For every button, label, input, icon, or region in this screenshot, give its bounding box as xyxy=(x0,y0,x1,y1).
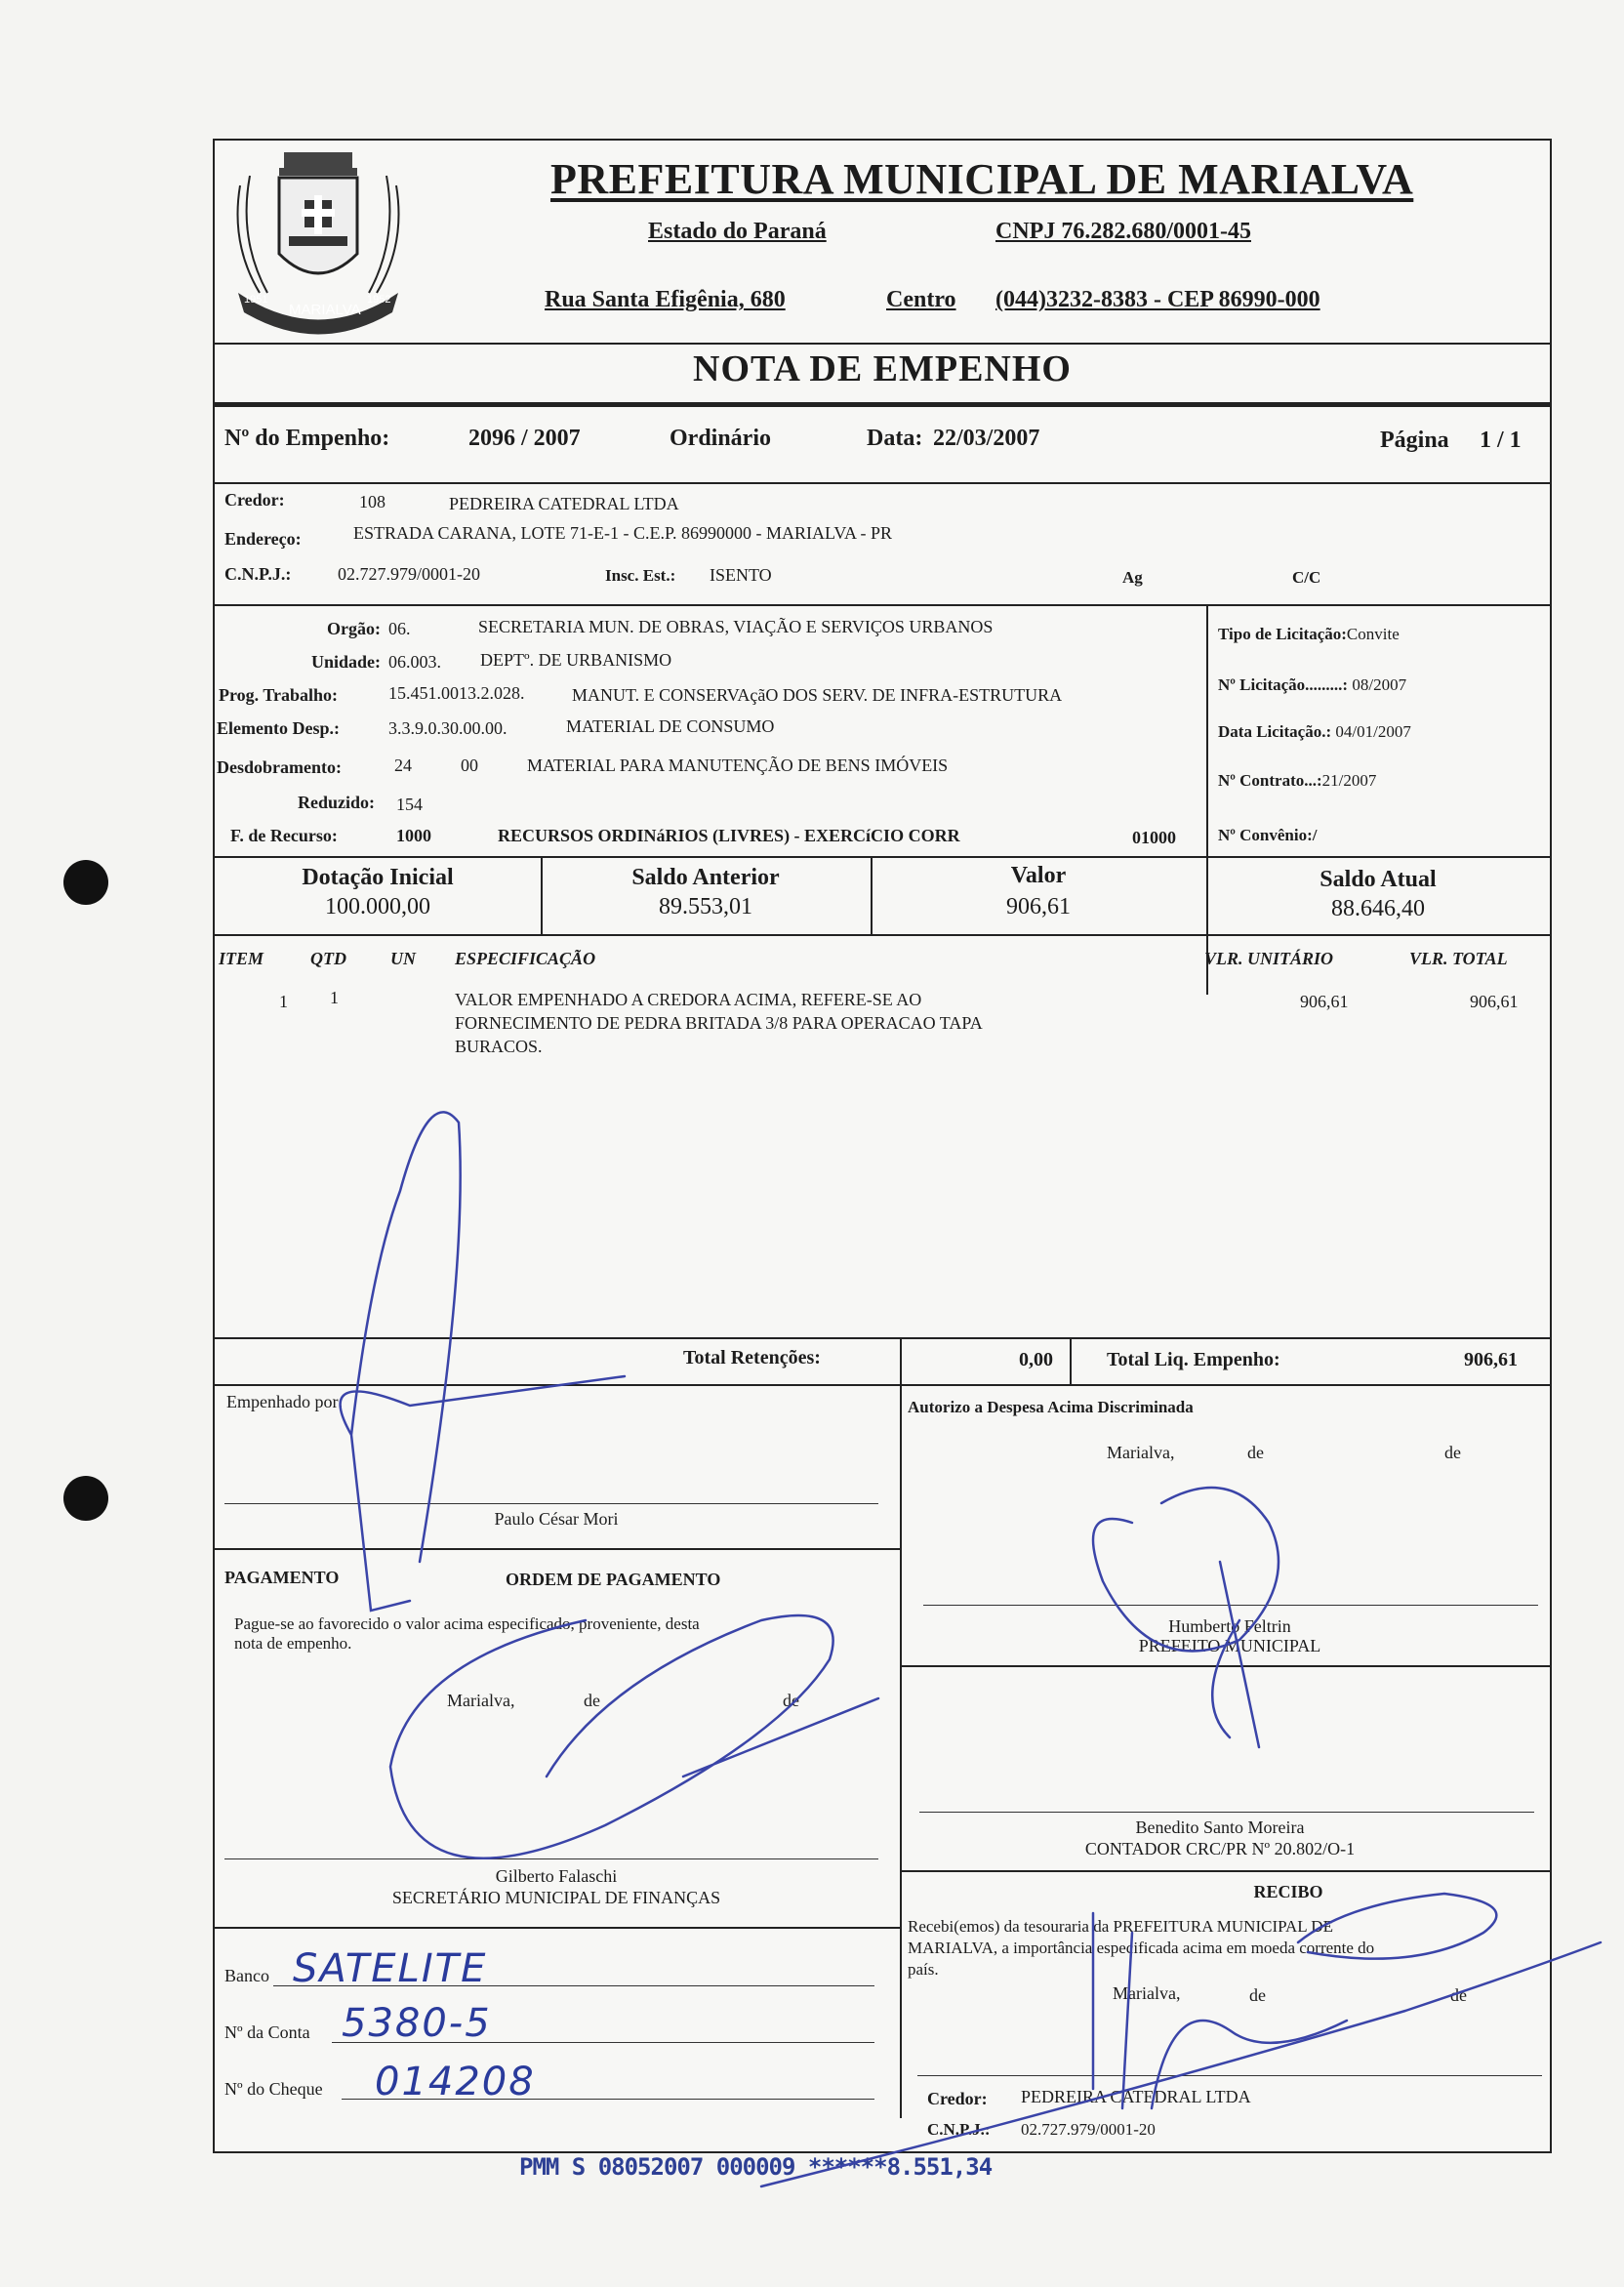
dotacao-label: Dotação Inicial xyxy=(302,865,454,890)
prog-code: 15.451.0013.2.028. xyxy=(388,683,525,703)
recibo-title: RECIBO xyxy=(1253,1882,1323,1901)
svg-text:1952: 1952 xyxy=(367,294,391,306)
unidade-label: Unidade: xyxy=(310,652,381,672)
agencia-label: Ag xyxy=(1122,568,1143,587)
document-title: NOTA DE EMPENHO xyxy=(693,348,1072,389)
reduzido-value: 154 xyxy=(396,795,423,814)
signature-gilberto-icon xyxy=(390,1615,878,1858)
pagamento-label: PAGAMENTO xyxy=(224,1568,340,1587)
item-unit-value: 906,61 xyxy=(1300,992,1349,1011)
recurso-number: 01000 xyxy=(1132,828,1176,847)
conta-corrente-label: C/C xyxy=(1292,568,1321,587)
empenhado-name: Paulo César Mori xyxy=(494,1509,619,1529)
recibo-cnpj-label: C.N.P.J.: xyxy=(927,2120,991,2139)
item-spec-line-3: BURACOS. xyxy=(455,1037,543,1056)
prefeito-role: PREFEITO MUNICIPAL xyxy=(1138,1636,1321,1655)
saldo-anterior-label: Saldo Anterior xyxy=(631,865,780,890)
banco-handwritten: SATELITE xyxy=(293,1946,488,1991)
signature-humberto-icon xyxy=(1093,1488,1279,1747)
desdobramento-name: MATERIAL PARA MANUTENÇÃO DE BENS IMÓVEIS xyxy=(527,756,949,775)
prog-label: Prog. Trabalho: xyxy=(219,685,339,705)
col-item: ITEM xyxy=(219,949,264,968)
recibo-line-2: MARIALVA, a importância especificada acima em moeda corrente do xyxy=(908,1939,1375,1957)
col-un: UN xyxy=(390,949,416,968)
banco-label: Banco xyxy=(224,1966,269,1985)
insc-value: ISENTO xyxy=(710,565,772,585)
item-spec-line-1: VALOR EMPENHADO A CREDORA ACIMA, REFERE-SE AO xyxy=(455,990,922,1009)
desdobramento-sub: 00 xyxy=(461,756,478,775)
numero-licitacao: Nº Licitação.........: 08/2007 xyxy=(1218,675,1407,694)
recurso-code: 1000 xyxy=(396,826,431,845)
prog-name: MANUT. E CONSERVAçãO DOS SERV. DE INFRA-ESTRUTURA xyxy=(572,685,1063,705)
total-retencoes-value: 0,00 xyxy=(1019,1349,1053,1370)
col-especificacao: ESPECIFICAÇÃO xyxy=(455,949,596,968)
orgao-code: 06. xyxy=(388,619,411,638)
recibo-cnpj: 02.727.979/0001-20 xyxy=(1021,2120,1156,2139)
conta-label: Nº da Conta xyxy=(224,2022,310,2042)
recibo-credor-label: Credor: xyxy=(927,2089,988,2108)
signature-recibo-icon xyxy=(761,1894,1601,2186)
saldo-atual-label: Saldo Atual xyxy=(1320,867,1437,892)
pagamento-text-1: Pague-se ao favorecido o valor acima especificado, proveniente, desta xyxy=(234,1614,700,1633)
desdobramento-code: 24 xyxy=(394,756,412,775)
dotacao-value: 100.000,00 xyxy=(325,894,430,919)
recibo-city: Marialva, xyxy=(1113,1983,1181,2003)
empenho-date: 22/03/2007 xyxy=(933,426,1040,451)
col-vlr-unitario: VLR. UNITÁRIO xyxy=(1204,949,1334,968)
header-phone-cep: (044)3232-8383 - CEP 86990-000 xyxy=(995,287,1320,312)
total-retencoes-label: Total Retenções: xyxy=(683,1347,821,1368)
desdobramento-label: Desdobramento: xyxy=(217,757,342,777)
reduzido-label: Reduzido: xyxy=(297,793,375,812)
header-address: Rua Santa Efigênia, 680 xyxy=(545,287,786,312)
data-licitacao: Data Licitação.: 04/01/2007 xyxy=(1218,722,1411,741)
page-number: 1 / 1 xyxy=(1480,428,1522,453)
tipo-licitacao-label: Tipo de Licitação:Convite xyxy=(1218,625,1400,643)
empenho-number: 2096 / 2007 xyxy=(468,426,581,451)
signature-paulo-icon xyxy=(341,1112,625,1611)
autorizo-de-2: de xyxy=(1444,1443,1461,1462)
state-name: Estado do Paraná xyxy=(648,219,827,244)
autorizo-de-1: de xyxy=(1247,1443,1264,1462)
recibo-line-3: país. xyxy=(908,1960,939,1979)
conta-handwritten: 5380-5 xyxy=(342,2001,492,2046)
recurso-name: RECURSOS ORDINáRIOS (LIVRES) - EXERCíCIO CORR xyxy=(498,826,960,845)
valor-value: 906,61 xyxy=(1006,894,1071,919)
page-label: Página xyxy=(1380,428,1449,453)
saldo-anterior-value: 89.553,01 xyxy=(659,894,752,919)
empenho-date-label: Data: xyxy=(867,426,923,451)
elemento-name: MATERIAL DE CONSUMO xyxy=(566,716,775,736)
cheque-label: Nº do Cheque xyxy=(224,2079,323,2099)
item-total-value: 906,61 xyxy=(1470,992,1519,1011)
pagamento-city: Marialva, xyxy=(447,1691,515,1710)
bank-authentication-stamp: PMM S 08052007 000009 ******8.551,34 xyxy=(519,2153,993,2181)
pagamento-de-2: de xyxy=(783,1691,799,1710)
recibo-credor-name: PEDREIRA CATEDRAL LTDA xyxy=(1021,2087,1251,2106)
item-qtd: 1 xyxy=(330,988,339,1007)
pagamento-de-1: de xyxy=(584,1691,600,1710)
pagamento-text-2: nota de empenho. xyxy=(234,1634,352,1653)
prefeito-name: Humberto Feltrin xyxy=(1168,1616,1291,1636)
numero-contrato: Nº Contrato...:21/2007 xyxy=(1218,771,1377,790)
elemento-label: Elemento Desp.: xyxy=(217,718,340,738)
credor-address: ESTRADA CARANA, LOTE 71-E-1 - C.E.P. 86990000 - MARIALVA - PR xyxy=(353,523,893,543)
col-qtd: QTD xyxy=(310,949,346,968)
endereco-label: Endereço: xyxy=(224,529,302,549)
valor-label: Valor xyxy=(1010,863,1067,888)
total-liquido-label: Total Liq. Empenho: xyxy=(1107,1349,1280,1370)
secretario-role: SECRETÁRIO MUNICIPAL DE FINANÇAS xyxy=(391,1888,721,1907)
recurso-label: F. de Recurso: xyxy=(230,826,338,845)
credor-label: Credor: xyxy=(224,490,285,510)
insc-label: Insc. Est.: xyxy=(605,566,676,585)
numero-convenio: Nº Convênio:/ xyxy=(1218,826,1318,844)
credor-name: PEDREIRA CATEDRAL LTDA xyxy=(449,494,679,513)
elemento-code: 3.3.9.0.30.00.00. xyxy=(388,718,508,738)
municipality-title: PREFEITURA MUNICIPAL DE MARIALVA xyxy=(550,155,1414,203)
empenho-type: Ordinário xyxy=(670,426,772,451)
empenhado-label: Empenhado por: xyxy=(226,1392,344,1411)
unidade-code: 06.003. xyxy=(388,652,441,672)
cheque-handwritten: 014208 xyxy=(375,2060,536,2104)
ordem-pagamento-label: ORDEM DE PAGAMENTO xyxy=(506,1570,721,1589)
col-vlr-total: VLR. TOTAL xyxy=(1409,949,1508,968)
empenho-number-label: Nº do Empenho: xyxy=(224,426,390,451)
item-spec-line-2: FORNECIMENTO DE PEDRA BRITADA 3/8 PARA OPERACAO TAPA xyxy=(455,1013,983,1033)
contador-name: Benedito Santo Moreira xyxy=(1135,1817,1305,1837)
contador-role: CONTADOR CRC/PR Nº 20.802/O-1 xyxy=(1084,1839,1356,1858)
item-number: 1 xyxy=(279,992,288,1011)
secretario-name: Gilberto Falaschi xyxy=(495,1866,618,1886)
svg-text:MARIALVA: MARIALVA xyxy=(289,302,361,318)
saldo-atual-value: 88.646,40 xyxy=(1331,896,1425,921)
header-cnpj: CNPJ 76.282.680/0001-45 xyxy=(995,219,1251,244)
header-district: Centro xyxy=(886,287,956,312)
credor-cnpj: 02.727.979/0001-20 xyxy=(338,564,480,584)
autorizo-city: Marialva, xyxy=(1107,1443,1175,1462)
credor-code: 108 xyxy=(359,492,386,511)
recibo-line-1: Recebi(emos) da tesouraria da PREFEITURA MUNICIPAL DE xyxy=(908,1917,1333,1936)
orgao-label: Orgão: xyxy=(327,619,381,638)
svg-text:1951: 1951 xyxy=(244,294,268,306)
recibo-de-2: de xyxy=(1450,1985,1467,2005)
recibo-de-1: de xyxy=(1249,1985,1266,2005)
orgao-name: SECRETARIA MUN. DE OBRAS, VIAÇÃO E SERVIÇOS URBANOS xyxy=(478,617,994,636)
total-liquido-value: 906,61 xyxy=(1464,1349,1518,1370)
credor-cnpj-label: C.N.P.J.: xyxy=(224,564,292,584)
autorizo-title: Autorizo a Despesa Acima Discriminada xyxy=(908,1398,1194,1416)
unidade-name: DEPTº. DE URBANISMO xyxy=(480,650,672,670)
